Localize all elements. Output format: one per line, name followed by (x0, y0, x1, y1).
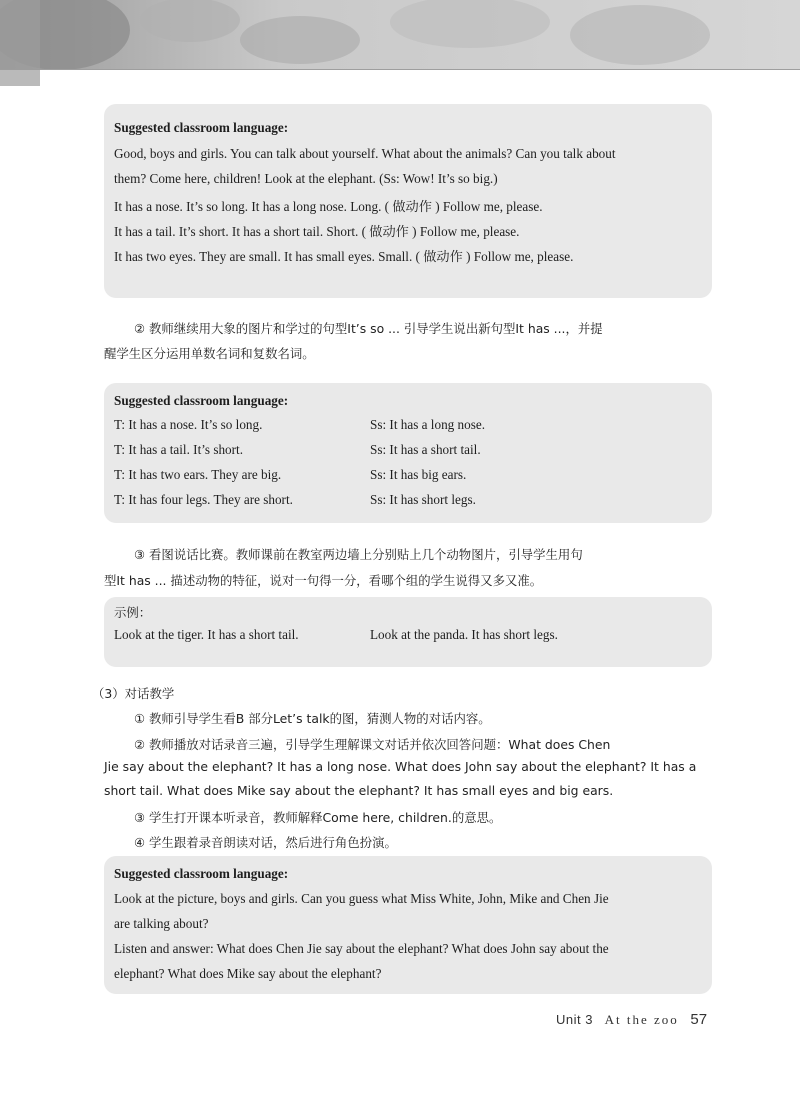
teacher-line: T: It has four legs. They are short. (114, 492, 293, 507)
teacher-line: T: It has two ears. They are big. (114, 467, 282, 482)
page-footer (556, 1011, 707, 1028)
teacher-line: T: It has a tail. It’s short. (114, 442, 243, 457)
paragraph-line: ④ 学生跟着录音朗读对话，然后进行角色扮演。 (134, 835, 397, 850)
footer-subtitle: At the zoo (604, 1012, 679, 1027)
example-line: Look at the tiger. It has a short tail. (114, 627, 299, 642)
box-heading: Suggested classroom language: (114, 866, 289, 881)
box-line: Good, boys and girls. You can talk about yourself. What about the animals? Can you talk about (114, 146, 616, 161)
paragraph-line: ③ 看图说话比赛。教师课前在教室两边墙上分别贴上几个动物图片，引导学生用句 (134, 547, 583, 562)
paragraph-line: ① 教师引导学生看B 部分Let’s talk的图，猜测人物的对话内容。 (134, 711, 491, 726)
paragraph-line: short tail. What does Mike say about the elephant? It has small eyes and big ears. (104, 783, 614, 798)
student-line: Ss: It has a short tail. (370, 442, 481, 457)
box-heading: Suggested classroom language: (114, 120, 289, 135)
example-heading: 示例： (114, 605, 152, 620)
suggested-language-box-3 (104, 856, 712, 994)
box-heading: Suggested classroom language: (114, 393, 289, 408)
box-line: Listen and answer: What does Chen Jie say about the elephant? What does John say about the (114, 941, 609, 956)
paragraph-line: 醒学生区分运用单数名词和复数名词。 (104, 346, 315, 361)
example-line: Look at the panda. It has short legs. (370, 627, 558, 642)
suggested-language-box-2 (104, 383, 712, 523)
student-line: Ss: It has a long nose. (370, 417, 486, 432)
box-line: elephant? What does Mike say about the elephant? (114, 966, 382, 981)
paragraph-line: 型It has ... 描述动物的特征，说对一句得一分，看哪个组的学生说得又多又准。 (104, 573, 543, 588)
example-box (104, 597, 712, 667)
header-banner (0, 0, 800, 86)
box-line: It has two eyes. They are small. It has small eyes. Small. ( 做动作 ) Follow me, please. (114, 249, 574, 264)
page-number: 57 (690, 1011, 708, 1028)
paragraph-line: ② 教师播放对话录音三遍，引导学生理解课文对话并依次回答问题：What does Chen (134, 737, 611, 752)
banner-illustration (0, 0, 800, 86)
footer-unit: Unit 3 (556, 1012, 593, 1027)
box-line: It has a tail. It’s short. It has a short tail. Short. ( 做动作 ) Follow me, please. (114, 224, 520, 239)
student-line: Ss: It has big ears. (370, 467, 467, 482)
section-title: （3）对话教学 (92, 686, 175, 701)
suggested-language-box-1 (104, 104, 712, 298)
box-line: are talking about? (114, 916, 209, 931)
box-line: It has a nose. It’s so long. It has a long nose. Long. ( 做动作 ) Follow me, please. (114, 199, 543, 214)
paragraph-line: ③ 学生打开课本听录音，教师解释Come here, children.的意思。 (134, 810, 502, 825)
teacher-line: T: It has a nose. It’s so long. (114, 417, 263, 432)
box-line: Look at the picture, boys and girls. Can you guess what Miss White, John, Mike and Chen Jie (114, 891, 609, 906)
box-line: them? Come here, children! Look at the elephant. (Ss: Wow! It’s so big.) (114, 171, 498, 186)
student-line: Ss: It has short legs. (370, 492, 476, 507)
paragraph-line: ② 教师继续用大象的图片和学过的句型It’s so ... 引导学生说出新句型It has ...，并提 (134, 321, 603, 336)
paragraph-line: Jie say about the elephant? It has a long nose. What does John say about the elephant? It has a (104, 759, 697, 774)
